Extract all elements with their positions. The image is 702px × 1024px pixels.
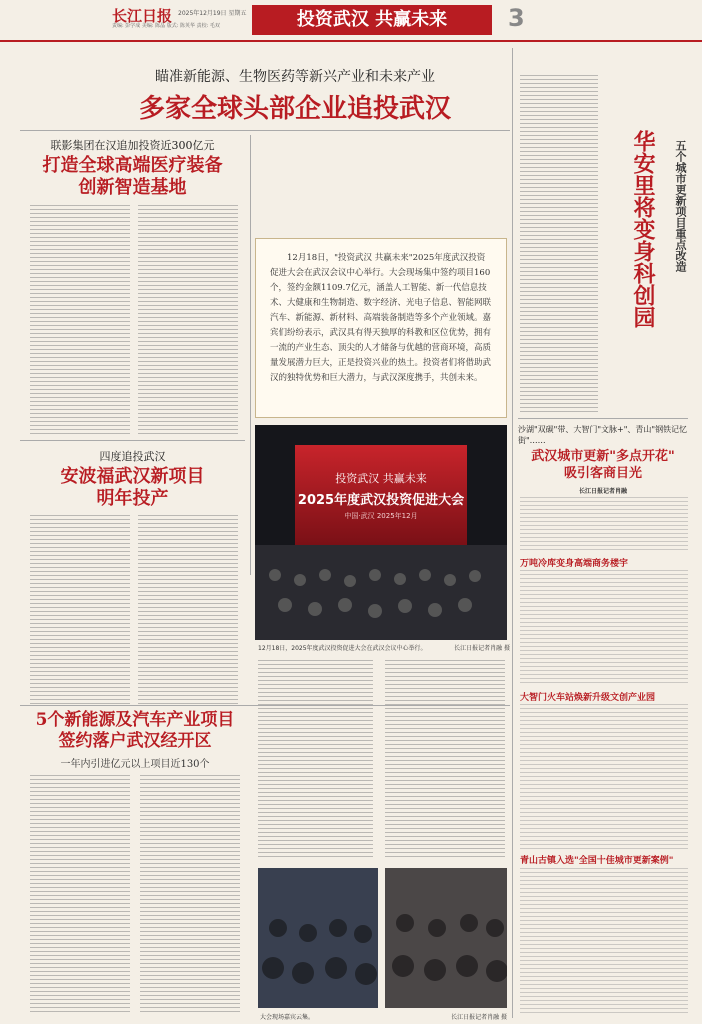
story3-sub: 一年内引进亿元以上项目近130个 <box>60 759 210 770</box>
right-body-1 <box>520 497 688 552</box>
editor-credits: 责编: 彭学成 美编: 陈晶 版式: 陈英华 责校: 毛双 <box>112 23 220 29</box>
photo-caption: 12月18日，2025年度武汉投资促进大会在武汉会议中心举行。 <box>258 645 427 652</box>
story1-body-col1 <box>30 205 130 435</box>
right-body-4 <box>520 868 688 1013</box>
column-rule <box>512 48 513 1018</box>
audience-graphic <box>258 868 378 1008</box>
rule <box>20 440 245 441</box>
story3-headline-line1: 5个新能源及汽车产业项目 <box>35 710 235 730</box>
bottom-caption-left: 大会现场嘉宾云集。 <box>260 1014 315 1021</box>
issue-date: 2025年12月19日 星期五 <box>178 10 247 17</box>
story2-body-col1 <box>30 515 130 705</box>
rule <box>20 130 510 131</box>
newspaper-logo: 长江日报 <box>112 7 173 25</box>
page-banner: 投资武汉 共赢未来 <box>252 5 492 35</box>
conference-photo <box>255 425 507 640</box>
story3-body-col2 <box>140 775 240 1015</box>
audience-graphic <box>385 868 507 1008</box>
story1-headline-line1: 打造全球高端医疗装备 <box>42 155 223 176</box>
story2-body-col2 <box>138 515 238 705</box>
bottom-caption-right: 长江日报记者肖融 摄 <box>451 1014 507 1021</box>
story3-body-col3 <box>258 660 373 860</box>
right-body-3 <box>520 704 688 849</box>
story1-headline <box>20 155 245 199</box>
column-rule <box>250 135 251 575</box>
right-headline-line2: 吸引客商目光 <box>563 466 642 481</box>
story1-kicker: 联影集团在汉追加投资近300亿元 <box>50 139 215 152</box>
right-headline-line1: 武汉城市更新"多点开花" <box>531 449 675 464</box>
rule <box>518 418 688 419</box>
story2-headline-line1: 安波福武汉新项目 <box>60 466 205 487</box>
right-body-col1 <box>520 75 598 415</box>
right-section-3: 青山古镇入选"全国十佳城市更新案例" <box>520 856 674 866</box>
story3-headline-line2: 签约落户武汉经开区 <box>58 731 212 751</box>
stage-graphic <box>255 425 507 640</box>
story1-body-col2 <box>138 205 238 435</box>
story3-body-col4 <box>385 660 505 860</box>
story2-headline <box>20 466 245 510</box>
story2-kicker: 四度追投武汉 <box>99 450 166 463</box>
right-kicker: 沙湖"双碳"带、大智门"文脉+"、青山"钢铁记忆街"…… <box>518 425 688 445</box>
right-section-2: 大智门火车站焕新升级文创产业园 <box>520 693 656 703</box>
photo-slogan: 投资武汉 共赢未来 <box>335 472 427 485</box>
right-vertical-headline: 华安里将变身科创园 <box>630 130 656 328</box>
photo-credit: 长江日报记者肖融 摄 <box>454 645 510 652</box>
photo-title: 2025年度武汉投资促进大会 <box>297 493 465 508</box>
right-body-2 <box>520 570 688 685</box>
page-header <box>0 0 702 42</box>
story2-headline-line2: 明年投产 <box>96 488 169 509</box>
story3-body-col1 <box>30 775 130 1015</box>
story1-headline-line2: 创新智造基地 <box>78 177 187 198</box>
lead-box: 12月18日，"投资武汉 共赢未来"2025年度武汉投资促进大会在武汉会议中心举行。大会现场集中签约项目160个，签约金额1109.7亿元，涵盖人工智能、新一代信息技术、大健康和生物制造、数字经济、光电子信息、智能网联汽车、新能源、新材料、高端装备制造等多个产业领域。嘉宾们纷纷表示，武汉具有得天独厚的科教和区位优势，拥有一流的产业生态、顶尖的人才储备与优越的营商环境，高质量发展潜力巨大，正是投资兴业的热土。投资者们将借助武汉的独特优势和巨大潜力，与武汉深度携手，共创未来。 <box>255 238 507 418</box>
page-number: 3 <box>508 4 525 32</box>
story3-headline <box>20 710 250 752</box>
right-headline <box>518 448 688 482</box>
audience-photo-left <box>258 868 378 1008</box>
right-section-1: 万吨冷库变身高端商务楼宇 <box>520 559 629 569</box>
right-byline: 长江日报记者肖融 <box>578 488 627 495</box>
right-vertical-sub: 五个城市更新项目重点改造 <box>674 140 687 272</box>
main-kicker: 瞄准新能源、生物医药等新兴产业和未来产业 <box>155 69 435 85</box>
audience-photo-right <box>385 868 507 1008</box>
main-headline: 多家全球头部企业追投武汉 <box>138 94 451 124</box>
photo-subtitle: 中国·武汉 2025年12月 <box>344 512 418 520</box>
